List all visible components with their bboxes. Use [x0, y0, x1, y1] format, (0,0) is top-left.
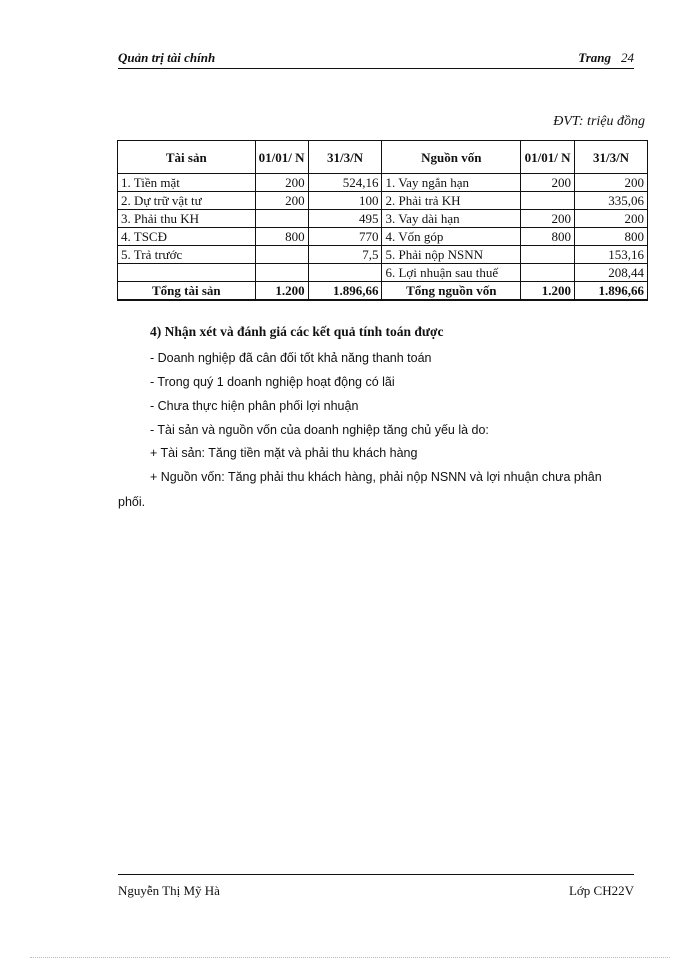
cell-source-name: 2. Phải trả KH: [382, 192, 521, 210]
cell-asset-start: 800: [255, 228, 308, 246]
cell-asset-start: 200: [255, 192, 308, 210]
cell-asset-end: 100: [308, 192, 382, 210]
table-total-row: [118, 282, 648, 301]
table-row: [118, 264, 648, 282]
footer-author: Nguyễn Thị Mỹ Hà: [118, 883, 220, 898]
cell-asset-end: 770: [308, 228, 382, 246]
cell-source-end: 153,16: [575, 246, 648, 264]
cell-asset-name: 5. Trả trước: [118, 246, 256, 264]
cell-asset-name: 4. TSCĐ: [118, 228, 256, 246]
table-row: [118, 192, 648, 210]
cell-source-end: 208,44: [575, 264, 648, 282]
cell-asset-end: [308, 264, 382, 282]
cell-asset-name: 1. Tiền mặt: [118, 174, 256, 192]
paragraph-3: - Chưa thực hiện phân phối lợi nhuận: [150, 399, 359, 413]
paragraph-6-continued: phối.: [118, 495, 146, 509]
table-row: [118, 228, 648, 246]
page-label: Trang: [578, 50, 611, 65]
cell-asset-start: [255, 264, 308, 282]
cell-source-start: [521, 192, 575, 210]
section-title: 4) Nhận xét và đánh giá các kết quả tính toán được: [150, 324, 444, 339]
cell-source-name: 5. Phải nộp NSNN: [382, 246, 521, 264]
cell-source-start: [521, 264, 575, 282]
cell-source-start: 800: [521, 228, 575, 246]
table-row: [118, 246, 648, 264]
cell-asset-name: 3. Phải thu KH: [118, 210, 256, 228]
unit-note: ĐVT: triệu đồng: [553, 114, 645, 129]
cell-source-name: 3. Vay dài hạn: [382, 210, 521, 228]
cell-asset-end: 524,16: [308, 174, 382, 192]
col-header-sources: Nguồn vốn: [382, 141, 521, 174]
page-bottom-dotted-line: [30, 957, 670, 958]
cell-asset-start: [255, 210, 308, 228]
total-assets-end: 1.896,66: [308, 282, 382, 301]
col-header-assets: Tài sản: [118, 141, 256, 174]
table-row: [118, 174, 648, 192]
cell-source-end: 200: [575, 174, 648, 192]
cell-asset-start: [255, 246, 308, 264]
cell-asset-end: 7,5: [308, 246, 382, 264]
paragraph-6: + Nguồn vốn: Tăng phải thu khách hàng, phải nộp NSNN và lợi nhuận chưa phân: [150, 470, 602, 484]
col-header-assets-end: 31/3/N: [308, 141, 382, 174]
cell-asset-name: 2. Dự trữ vật tư: [118, 192, 256, 210]
table-header-row: [118, 141, 648, 174]
header-title: Quản trị tài chính: [118, 50, 216, 65]
total-sources-start: 1.200: [521, 282, 575, 301]
cell-source-end: 200: [575, 210, 648, 228]
cell-source-name: 6. Lợi nhuận sau thuế: [382, 264, 521, 282]
col-header-sources-end: 31/3/N: [575, 141, 648, 174]
total-assets-label: Tổng tài sản: [118, 282, 256, 301]
footer-class: Lớp CH22V: [568, 883, 634, 898]
cell-source-start: 200: [521, 174, 575, 192]
cell-source-name: 1. Vay ngắn hạn: [382, 174, 521, 192]
total-sources-label: Tổng nguồn vốn: [382, 282, 521, 301]
cell-asset-start: 200: [255, 174, 308, 192]
cell-source-end: 800: [575, 228, 648, 246]
cell-asset-name: [118, 264, 256, 282]
total-sources-end: 1.896,66: [575, 282, 648, 301]
cell-source-start: [521, 246, 575, 264]
cell-source-end: 335,06: [575, 192, 648, 210]
table-row: [118, 210, 648, 228]
balance-sheet-table: [117, 140, 648, 301]
paragraph-2: - Trong quý 1 doanh nghiệp hoạt động có lãi: [150, 375, 395, 389]
paragraph-4: - Tài sản và nguồn vốn của doanh nghiệp tăng chủ yếu là do:: [150, 423, 489, 437]
paragraph-5: + Tài sản: Tăng tiền mặt và phải thu khách hàng: [150, 446, 418, 460]
cell-source-name: 4. Vốn góp: [382, 228, 521, 246]
page-number: 24: [621, 50, 634, 65]
header-page: [578, 50, 634, 66]
paragraph-1: - Doanh nghiệp đã cân đối tốt khả năng thanh toán: [150, 351, 432, 365]
page-header: [118, 48, 634, 69]
col-header-assets-start: 01/01/ N: [255, 141, 308, 174]
cell-asset-end: 495: [308, 210, 382, 228]
cell-source-start: 200: [521, 210, 575, 228]
total-assets-start: 1.200: [255, 282, 308, 301]
page-footer: [118, 874, 634, 898]
col-header-sources-start: 01/01/ N: [521, 141, 575, 174]
